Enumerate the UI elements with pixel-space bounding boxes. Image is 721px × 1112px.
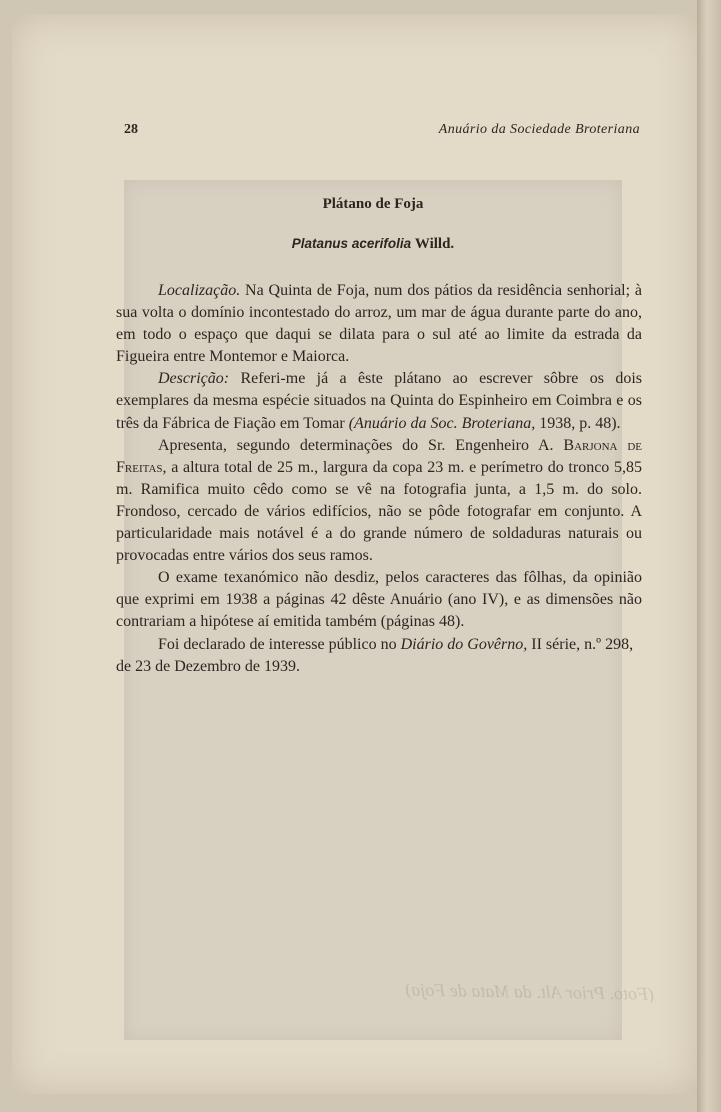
running-head: Anuário da Sociedade Broteriana — [438, 122, 640, 137]
species-author: Willd. — [414, 236, 455, 252]
paragraph-taxonomy — [116, 567, 642, 633]
location-text: Na Quinta de Foja, num dos pátios da residência senhorial; à sua volta o domínio incontestado do arroz, um mar de água durante parte do ano, em todo o espaço que daqui se dilata para o sul até ao limite da estrada da Figueira entre Montemor e Maiorca. — [116, 282, 642, 366]
taxonomy-text: O exame texanómico não desdiz, pelos caracteres das fôlhas, da opinião que exprimi em 1938 a páginas 42 dêste Anuário (ano IV), e as dimensões não contrariam a hipótese aí emitida também (páginas 48). — [116, 569, 642, 631]
description-text-a: Referi-me já a êste plátano ao escrever sôbre os dois exemplares da mesma espécie situados na Quinta do Espinheiro em Coimbra e os três da Fábrica de Fiação em Tomar — [116, 370, 642, 432]
page-number: 28 — [124, 122, 138, 137]
measurements-text-a: Apresenta, segundo determinações do Sr. Engenheiro A. — [158, 436, 564, 454]
declaration-text-a: Foi declarado de interesse público no — [158, 635, 401, 653]
paragraph-location — [116, 280, 642, 368]
page-header — [124, 122, 640, 144]
paragraph-declaration — [116, 634, 642, 678]
engineer-name: Barjona de Freitas — [116, 436, 642, 476]
description-citation: (Anuário da Soc. Broteriana, — [348, 414, 536, 432]
bleed-through-caption: (Foto. Prior Alt. da Mata de Foja) — [405, 979, 655, 1004]
species-line — [124, 236, 622, 253]
paragraph-description — [116, 368, 642, 434]
description-label: Descrição: — [158, 370, 230, 388]
species-name: Platanus acerifolia — [291, 236, 412, 251]
measurements-text-b: , a altura total de 25 m., largura da copa 23 m. e perímetro do tronco 5,85 m. Ramifica muito cêdo como se vê na fotografia junta, a 1,5 m. do solo. Frondoso, cercado de vários edifícios, não se pôde fotografar em conjunto. A particularidade mais notável é a do grande número de soldaduras naturais ou provocadas entre vários dos seus ramos. — [116, 458, 642, 565]
article-body — [116, 280, 642, 678]
gazette-name: Diário do Govêrno, — [400, 635, 528, 653]
paragraph-measurements — [116, 435, 642, 568]
declaration-text-b: II série, n.º 298, de 23 de Dezembro de 1939. — [116, 635, 634, 675]
description-text-b: 1938, p. 48). — [535, 414, 621, 432]
location-label: Localização. — [158, 282, 241, 299]
article-title: Plátano de Foja — [322, 196, 424, 212]
page-edge — [697, 0, 721, 1112]
